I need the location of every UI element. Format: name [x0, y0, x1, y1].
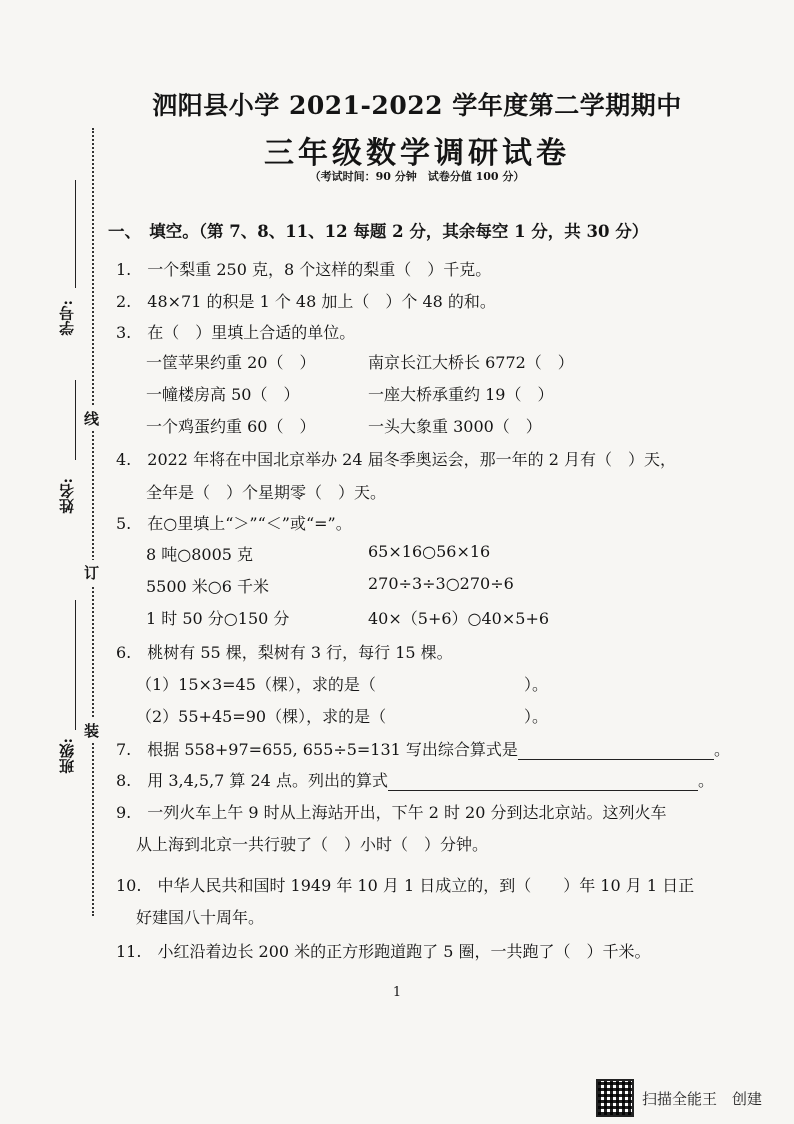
question-7-end: 。 [713, 740, 730, 759]
xuehao-blank [75, 180, 76, 288]
question-3a: 一筐苹果约重 20（ ） [146, 353, 316, 372]
scanner-brand: 扫描全能王 创建 [642, 1089, 763, 1108]
question-3b: 南京长江大桥长 6772（ ） [368, 353, 574, 372]
binding-char-xian: 线 [84, 406, 99, 431]
question-1: 1. 一个梨重 250 克，8 个这样的梨重（ ）千克。 [116, 260, 492, 279]
qr-code-icon [596, 1079, 634, 1117]
page-number: 1 [392, 985, 402, 1000]
question-9-line2: 从上海到北京一共行驶了（ ）小时（ ）分钟。 [136, 835, 489, 854]
question-3e: 一个鸡蛋约重 60（ ） [146, 417, 316, 436]
question-6: 6. 桃树有 55 棵，梨树有 3 行，每行 15 棵。 [116, 643, 453, 662]
exam-title-line1: 泗阳县小学 2021-2022 学年度第二学期期中 [152, 91, 682, 120]
question-11: 11. 小红沿着边长 200 米的正方形跑道跑了 5 圈，一共跑了（ ）千米。 [116, 942, 651, 961]
question-9-line1: 9. 一列火车上午 9 时从上海站开出，下午 2 时 20 分到达北京站。这列火车 [116, 803, 667, 822]
question-6b: （2）55+45=90（棵），求的是（ [136, 707, 387, 726]
question-4-line2: 全年是（ ）个星期零（ ）天。 [146, 483, 387, 502]
question-8-end: 。 [697, 771, 714, 790]
exam-title-line2: 三年级数学调研试卷 [264, 136, 570, 171]
question-5f: 40×（5+6）○40×5+6 [368, 609, 550, 628]
question-5e: 1 时 50 分○150 分 [146, 609, 290, 628]
binding-char-ding: 订 [84, 560, 99, 585]
question-7 [116, 737, 730, 760]
question-8-answer-blank[interactable] [388, 774, 698, 791]
question-3d: 一座大桥承重约 19（ ） [368, 385, 554, 404]
question-8 [116, 768, 714, 791]
banji-blank [75, 600, 76, 730]
question-10-line1: 10. 中华人民共和国时 1949 年 10 月 1 日成立的，到（ ）年 10 月 1 日正 [116, 876, 695, 895]
question-5d: 270÷3÷3○270÷6 [368, 574, 514, 593]
binding-char-zhuang: 装 [84, 718, 99, 743]
section1-heading: 一、 填空。（第 7、8、11、12 每题 2 分，其余每空 1 分，共 30 分） [108, 222, 649, 241]
question-5b: 65×16○56×16 [368, 542, 491, 561]
question-5: 5. 在○里填上“＞”“＜”或“=”。 [116, 514, 352, 533]
question-2: 2. 48×71 的积是 1 个 48 加上（ ）个 48 的和。 [116, 292, 496, 311]
question-3f: 一头大象重 3000（ ） [368, 417, 542, 436]
question-4-line1: 4. 2022 年将在中国北京举办 24 届冬季奥运会，那一年的 2 月有（ ）天， [116, 450, 676, 469]
question-10-line2: 好建国八十周年。 [136, 908, 265, 927]
xuehao-label: 学号: [58, 300, 76, 336]
question-6a-close: ）。 [524, 675, 549, 694]
question-5a: 8 吨○8005 克 [146, 545, 254, 564]
question-6b-close: ）。 [524, 707, 549, 726]
binding-dotted-line [92, 128, 94, 916]
question-6a: （1）15×3=45（棵），求的是（ [136, 675, 376, 694]
question-3: 3. 在（ ）里填上合适的单位。 [116, 323, 356, 342]
question-5c: 5500 米○6 千米 [146, 577, 270, 596]
question-8-text: 8. 用 3,4,5,7 算 24 点。列出的算式 [116, 771, 388, 790]
question-3c: 一幢楼房高 50（ ） [146, 385, 300, 404]
question-7-text: 7. 根据 558+97=655, 655÷5=131 写出综合算式是 [116, 740, 518, 759]
scanner-footer [596, 1079, 762, 1117]
exam-info: （考试时间：90 分钟 试卷分值 100 分） [309, 170, 525, 183]
xingming-blank [75, 380, 76, 460]
question-7-answer-blank[interactable] [518, 743, 714, 760]
banji-label: 班级: [58, 738, 76, 774]
xingming-label: 姓名: [58, 478, 76, 514]
